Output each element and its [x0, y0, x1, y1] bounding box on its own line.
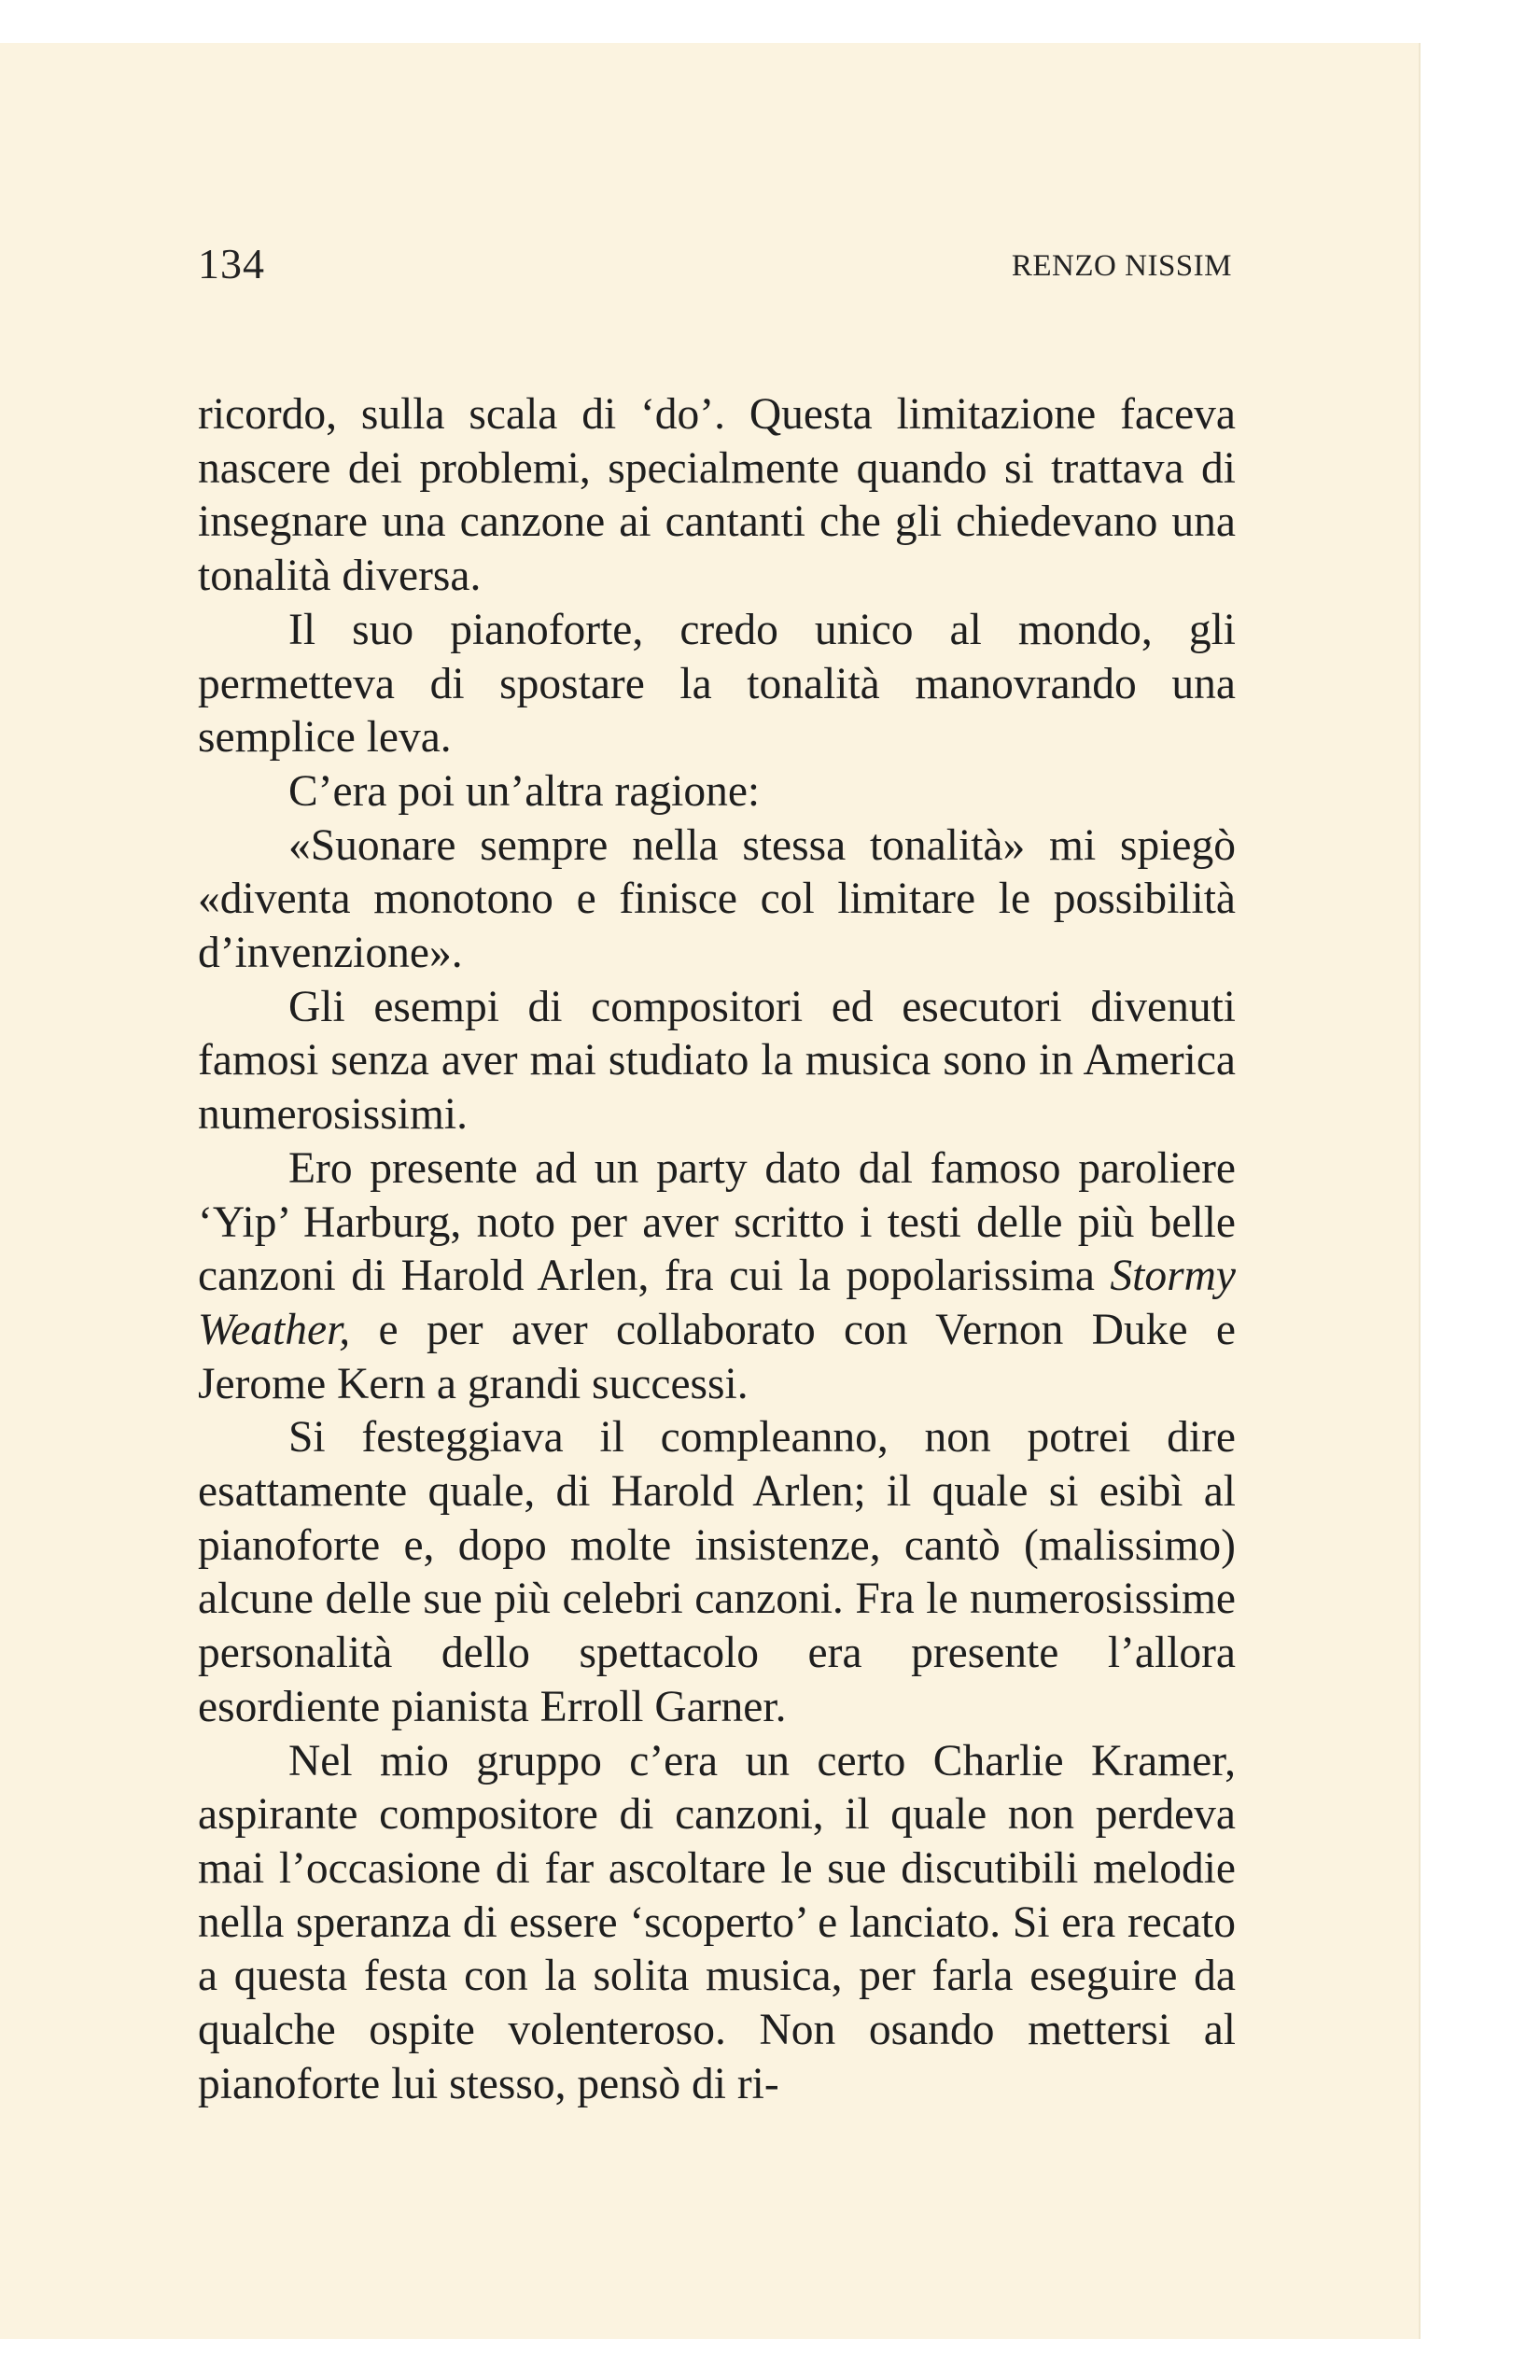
paragraph-text: e per aver collaborato con Vernon Duke e Jerome Kern a grandi successi. [198, 1305, 1236, 1408]
running-head: RENZO NISSIM [1011, 249, 1232, 283]
paragraph: Nel mio gruppo c’era un certo Charlie Kramer, aspirante compositore di canzoni, il quale non perdeva mai l’occasione di far ascoltare le sue discutibili melodie nella speranza di essere ‘scoperto’ e lanciato. Si era recato a questa festa con la solita musica, per farla eseguire da qualche ospite volenteroso. Non osando mettersi al pianoforte lui stesso, pensò di ri- [198, 1736, 1236, 2108]
book-page [0, 43, 1419, 2339]
paragraph: ricordo, sulla scala di ‘do’. Questa limitazione faceva nascere dei problemi, specialmente quando si trattava di insegnare una canzone ai cantanti che gli chiedevano una tonalità diversa. [198, 390, 1236, 601]
paragraph: Si festeggiava il compleanno, non potrei dire esattamente quale, di Harold Arlen; il quale si esibì al pianoforte e, dopo molte insistenze, cantò (malissimo) alcune delle sue più celebri canzoni. Fra le numerosissime personalità dello spettacolo era presente l’allora esordiente pianista Erroll Garner. [198, 1413, 1236, 1731]
page-number: 134 [198, 240, 265, 287]
paragraph: C’era poi un’altra ragione: [288, 766, 761, 816]
body-text [198, 388, 1236, 2112]
paragraph-text: Ero presente ad un party dato dal famoso paroliere ‘Yip’ Harburg, noto per aver scritto i testi delle più belle canzoni di Harold Arlen, fra cui la popolarissima [198, 1143, 1236, 1301]
paragraph: «Suonare sempre nella stessa tonalità» mi spiegò «diventa monotono e finisce col limitare le possibilità d’invenzione». [198, 820, 1236, 978]
song-title-italic: Stormy Weather, [198, 1252, 1236, 1354]
paragraph: Il suo pianoforte, credo unico al mondo, gli permetteva di spostare la tonalità manovrando una semplice leva. [198, 605, 1236, 763]
paragraph [198, 1142, 1236, 1412]
paragraph: Gli esempi di compositori ed esecutori divenuti famosi senza aver mai studiato la musica sono in America numerosissimi. [198, 982, 1236, 1140]
